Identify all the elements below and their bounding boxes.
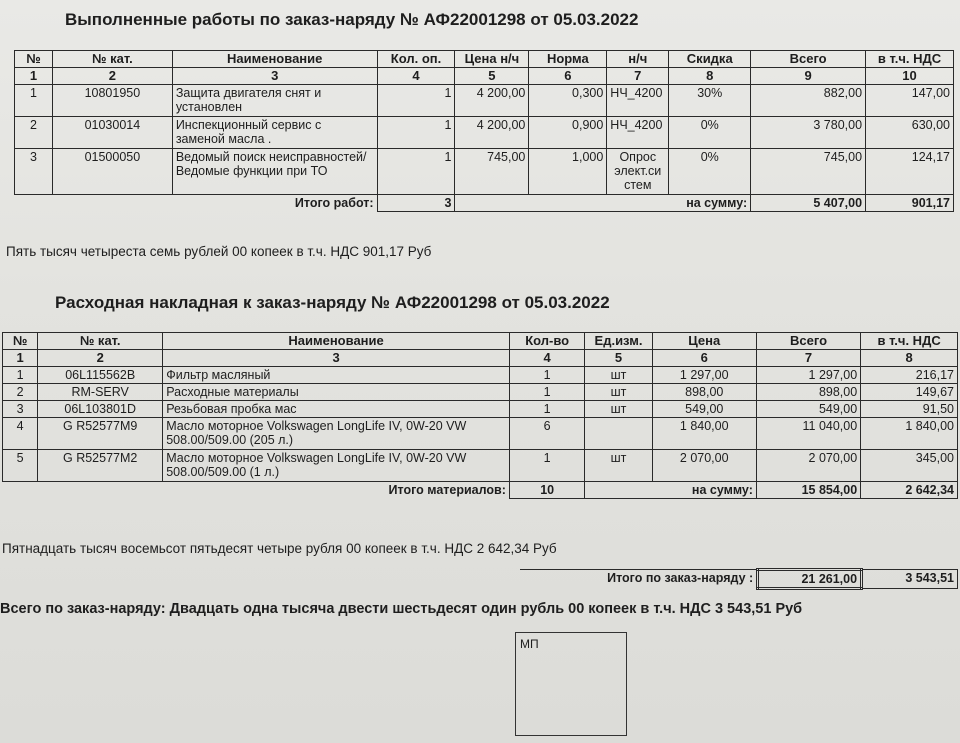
works-total-label: Итого работ: bbox=[172, 195, 377, 212]
materials-col-header: № кат. bbox=[38, 333, 163, 350]
table-row bbox=[3, 384, 958, 401]
col-number: 7 bbox=[756, 350, 860, 367]
col-number: 9 bbox=[751, 68, 866, 85]
total: 11 040,00 bbox=[756, 418, 860, 450]
catalog-number: 06L103801D bbox=[38, 401, 163, 418]
table-row bbox=[15, 149, 954, 195]
col-number: 10 bbox=[866, 68, 954, 85]
total: 898,00 bbox=[756, 384, 860, 401]
materials-total-qty: 10 bbox=[509, 482, 584, 499]
norm-hour-code: Опрос элект.си стем bbox=[607, 149, 669, 195]
row-number: 2 bbox=[15, 117, 53, 149]
materials-total-words: Пятнадцать тысяч восемьсот пятьдесят четыре рубля 00 копеек в т.ч. НДС 2 642,34 Руб bbox=[2, 541, 557, 556]
vat: 147,00 bbox=[866, 85, 954, 117]
unit bbox=[585, 418, 652, 450]
works-total-qty: 3 bbox=[377, 195, 455, 212]
quantity: 1 bbox=[377, 85, 455, 117]
norm: 1,000 bbox=[529, 149, 607, 195]
price: 4 200,00 bbox=[455, 85, 529, 117]
grand-total-row bbox=[520, 570, 958, 589]
materials-col-header: № bbox=[3, 333, 38, 350]
norm: 0,300 bbox=[529, 85, 607, 117]
vat: 124,17 bbox=[866, 149, 954, 195]
materials-col-header: Кол-во bbox=[509, 333, 584, 350]
total: 1 297,00 bbox=[756, 367, 860, 384]
works-col-header: Кол. оп. bbox=[377, 51, 455, 68]
unit: шт bbox=[585, 450, 652, 482]
col-number: 4 bbox=[509, 350, 584, 367]
discount: 0% bbox=[669, 149, 751, 195]
row-number: 4 bbox=[3, 418, 38, 450]
col-number: 6 bbox=[652, 350, 756, 367]
quantity: 1 bbox=[509, 384, 584, 401]
catalog-number: 01500050 bbox=[52, 149, 172, 195]
quantity: 1 bbox=[509, 401, 584, 418]
materials-sum-label: на сумму: bbox=[585, 482, 757, 499]
quantity: 1 bbox=[377, 117, 455, 149]
materials-total-label: Итого материалов: bbox=[163, 482, 510, 499]
unit: шт bbox=[585, 401, 652, 418]
vat: 91,50 bbox=[861, 401, 958, 418]
vat: 1 840,00 bbox=[861, 418, 958, 450]
quantity: 1 bbox=[377, 149, 455, 195]
quantity: 1 bbox=[509, 367, 584, 384]
stamp-placeholder bbox=[515, 632, 627, 736]
material-name: Расходные материалы bbox=[163, 384, 510, 401]
grand-total-vat: 3 543,51 bbox=[862, 570, 958, 589]
works-total-words: Пять тысяч четыреста семь рублей 00 копеек в т.ч. НДС 901,17 Руб bbox=[6, 244, 432, 259]
materials-col-header: Ед.изм. bbox=[585, 333, 652, 350]
row-number: 2 bbox=[3, 384, 38, 401]
materials-col-header: в т.ч. НДС bbox=[861, 333, 958, 350]
row-number: 1 bbox=[15, 85, 53, 117]
works-total-row bbox=[15, 195, 954, 212]
price: 2 070,00 bbox=[652, 450, 756, 482]
materials-col-header: Цена bbox=[652, 333, 756, 350]
price: 745,00 bbox=[455, 149, 529, 195]
norm: 0,900 bbox=[529, 117, 607, 149]
works-col-header: № кат. bbox=[52, 51, 172, 68]
col-number: 4 bbox=[377, 68, 455, 85]
unit: шт bbox=[585, 367, 652, 384]
norm-hour-code: НЧ_4200 bbox=[607, 117, 669, 149]
works-sum-total: 5 407,00 bbox=[751, 195, 866, 212]
materials-col-header: Всего bbox=[756, 333, 860, 350]
materials-header-row bbox=[3, 333, 958, 350]
grand-total-sum: 21 261,00 bbox=[758, 570, 862, 589]
vat: 630,00 bbox=[866, 117, 954, 149]
price: 4 200,00 bbox=[455, 117, 529, 149]
col-number: 3 bbox=[172, 68, 377, 85]
materials-sum-vat: 2 642,34 bbox=[861, 482, 958, 499]
price: 1 840,00 bbox=[652, 418, 756, 450]
works-col-header: Всего bbox=[751, 51, 866, 68]
works-col-header: № bbox=[15, 51, 53, 68]
catalog-number: 06L115562B bbox=[38, 367, 163, 384]
table-row bbox=[3, 418, 958, 450]
stamp-label: МП bbox=[520, 637, 539, 651]
quantity: 6 bbox=[509, 418, 584, 450]
norm-hour-code: НЧ_4200 bbox=[607, 85, 669, 117]
material-name: Масло моторное Volkswagen LongLife IV, 0W-20 VW 508.00/509.00 (1 л.) bbox=[163, 450, 510, 482]
catalog-number: G R52577M9 bbox=[38, 418, 163, 450]
row-number: 3 bbox=[15, 149, 53, 195]
works-col-header: Норма bbox=[529, 51, 607, 68]
col-number: 2 bbox=[38, 350, 163, 367]
works-col-header: Наименование bbox=[172, 51, 377, 68]
total: 549,00 bbox=[756, 401, 860, 418]
material-name: Фильтр масляный bbox=[163, 367, 510, 384]
row-number: 3 bbox=[3, 401, 38, 418]
works-col-header: в т.ч. НДС bbox=[866, 51, 954, 68]
price: 898,00 bbox=[652, 384, 756, 401]
catalog-number: G R52577M2 bbox=[38, 450, 163, 482]
row-number: 5 bbox=[3, 450, 38, 482]
works-sum-vat: 901,17 bbox=[866, 195, 954, 212]
col-number: 2 bbox=[52, 68, 172, 85]
total: 2 070,00 bbox=[756, 450, 860, 482]
works-header-row bbox=[15, 51, 954, 68]
row-number: 1 bbox=[3, 367, 38, 384]
work-name: Ведомый поиск неисправностей/Ведомые функции при ТО bbox=[172, 149, 377, 195]
col-number: 5 bbox=[585, 350, 652, 367]
table-row bbox=[3, 367, 958, 384]
table-row bbox=[15, 85, 954, 117]
grand-total-table bbox=[520, 568, 958, 590]
discount: 0% bbox=[669, 117, 751, 149]
vat: 149,67 bbox=[861, 384, 958, 401]
col-number: 8 bbox=[669, 68, 751, 85]
unit: шт bbox=[585, 384, 652, 401]
materials-table bbox=[2, 332, 958, 499]
price: 1 297,00 bbox=[652, 367, 756, 384]
col-number: 8 bbox=[861, 350, 958, 367]
table-row bbox=[3, 401, 958, 418]
table-row bbox=[15, 117, 954, 149]
grand-total-label: Итого по заказ-наряду : bbox=[520, 570, 758, 589]
total: 745,00 bbox=[751, 149, 866, 195]
materials-sum-total: 15 854,00 bbox=[756, 482, 860, 499]
works-colnum-row bbox=[15, 68, 954, 85]
works-col-header: Цена н/ч bbox=[455, 51, 529, 68]
works-col-header: Скидка bbox=[669, 51, 751, 68]
work-name: Защита двигателя снят и установлен bbox=[172, 85, 377, 117]
material-name: Масло моторное Volkswagen LongLife IV, 0W-20 VW 508.00/509.00 (205 л.) bbox=[163, 418, 510, 450]
col-number: 5 bbox=[455, 68, 529, 85]
total: 882,00 bbox=[751, 85, 866, 117]
material-name: Резьбовая пробка мас bbox=[163, 401, 510, 418]
col-number: 1 bbox=[15, 68, 53, 85]
table-row bbox=[3, 450, 958, 482]
catalog-number: RM-SERV bbox=[38, 384, 163, 401]
catalog-number: 01030014 bbox=[52, 117, 172, 149]
col-number: 7 bbox=[607, 68, 669, 85]
materials-col-header: Наименование bbox=[163, 333, 510, 350]
works-col-header: н/ч bbox=[607, 51, 669, 68]
materials-total-row bbox=[3, 482, 958, 499]
materials-colnum-row bbox=[3, 350, 958, 367]
price: 549,00 bbox=[652, 401, 756, 418]
quantity: 1 bbox=[509, 450, 584, 482]
work-name: Инспекционный сервис с заменой масла . bbox=[172, 117, 377, 149]
catalog-number: 10801950 bbox=[52, 85, 172, 117]
grand-total-words: Всего по заказ-наряду: Двадцать одна тысяча двести шестьдесят один рубль 00 копеек в т.ч. НДС 3 543,51 Руб bbox=[0, 601, 803, 617]
works-table bbox=[14, 50, 954, 212]
works-title: Выполненные работы по заказ-наряду № АФ22001298 от 05.03.2022 bbox=[65, 10, 639, 29]
total: 3 780,00 bbox=[751, 117, 866, 149]
works-sum-label: на сумму: bbox=[455, 195, 751, 212]
col-number: 1 bbox=[3, 350, 38, 367]
col-number: 6 bbox=[529, 68, 607, 85]
col-number: 3 bbox=[163, 350, 510, 367]
vat: 345,00 bbox=[861, 450, 958, 482]
vat: 216,17 bbox=[861, 367, 958, 384]
materials-title: Расходная накладная к заказ-наряду № АФ22001298 от 05.03.2022 bbox=[55, 293, 610, 312]
discount: 30% bbox=[669, 85, 751, 117]
